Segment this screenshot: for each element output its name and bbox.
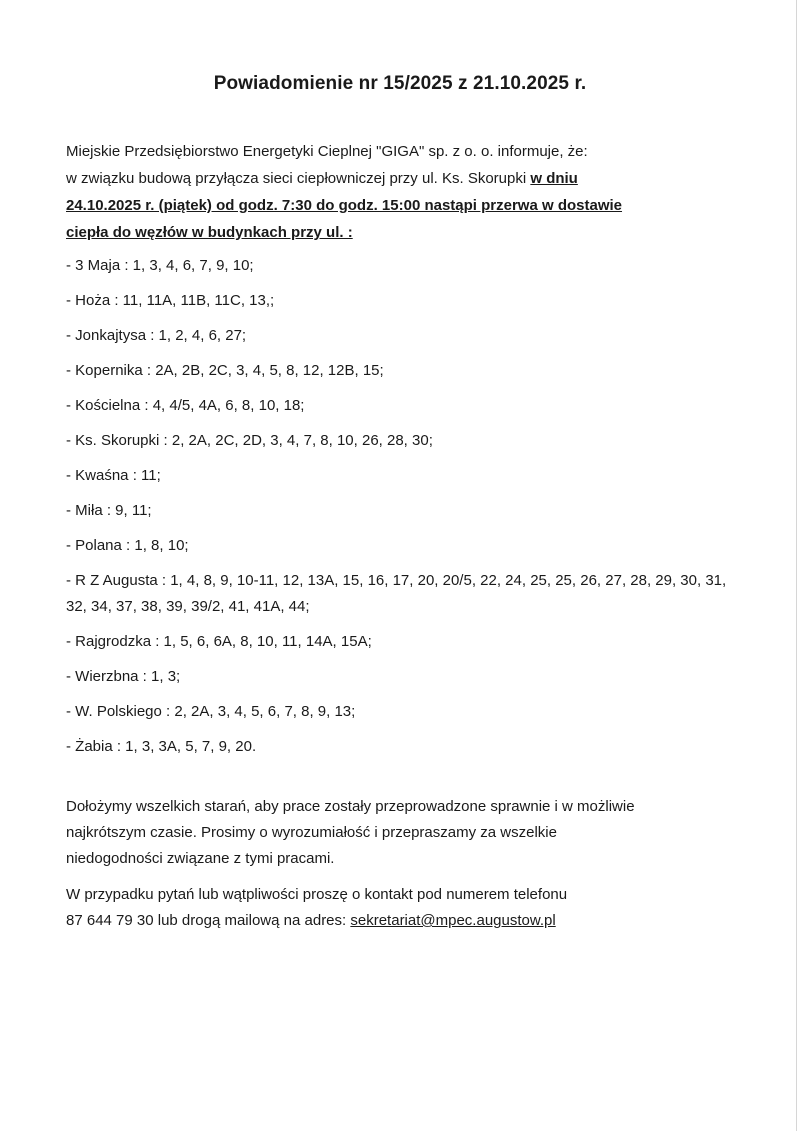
street-list (66, 253, 746, 760)
intro-paragraph (66, 138, 726, 246)
intro-line-4: ciepła do węzłów w budynkach przy ul. : (66, 224, 353, 241)
list-item: - Hoża : 11, 11A, 11B, 11C, 13,; (66, 292, 275, 309)
email-link[interactable]: sekretariat@mpec.augustow.pl (350, 912, 556, 929)
closing-paragraph-1 (66, 794, 736, 872)
list-item: - Miła : 9, 11; (66, 502, 152, 519)
intro-line-2-text: w związku budową przyłącza sieci ciepłowniczej przy ul. Ks. Skorupki (66, 170, 531, 187)
closing-p1-line-3: niedogodności związane z tymi pracami. (66, 850, 335, 867)
closing-p1-line-1: Dołożymy wszelkich starań, aby prace zostały przeprowadzone sprawnie i w możliwie (66, 798, 635, 815)
list-item: - Kościelna : 4, 4/5, 4A, 6, 8, 10, 18; (66, 397, 305, 414)
intro-date-start: w dniu (530, 170, 578, 187)
list-item: - Wierzbna : 1, 3; (66, 668, 181, 685)
list-item: - Kwaśna : 11; (66, 467, 161, 484)
notice-title: Powiadomienie nr 15/2025 z 21.10.2025 r. (213, 73, 587, 94)
list-item: - Polana : 1, 8, 10; (66, 537, 189, 554)
list-item: - Jonkajtysa : 1, 2, 4, 6, 27; (66, 327, 247, 344)
closing-p2-line-2: 87 644 79 30 lub drogą mailową na adres: (66, 912, 351, 929)
closing-p1-line-2: najkrótszym czasie. Prosimy o wyrozumiałość i przepraszamy za wszelkie (66, 824, 557, 841)
page-edge (796, 0, 797, 1131)
closing-p2-line-1: W przypadku pytań lub wątpliwości proszę o kontakt pod numerem telefonu (66, 886, 568, 903)
list-item: - Kopernika : 2A, 2B, 2C, 3, 4, 5, 8, 12, 12B, 15; (66, 362, 384, 379)
list-item: - W. Polskiego : 2, 2A, 3, 4, 5, 6, 7, 8, 9, 13; (66, 703, 356, 720)
intro-line-1: Miejskie Przedsiębiorstwo Energetyki Cieplnej "GIGA" sp. z o. o. informuje, że: (66, 143, 588, 160)
intro-line-3: 24.10.2025 r. (piątek) od godz. 7:30 do godz. 15:00 nastąpi przerwa w dostawie (66, 197, 623, 214)
list-item: - Rajgrodzka : 1, 5, 6, 6A, 8, 10, 11, 14A, 15A; (66, 633, 372, 650)
list-item: - 3 Maja : 1, 3, 4, 6, 7, 9, 10; (66, 257, 254, 274)
closing-paragraph-2 (66, 882, 736, 934)
list-item: - Żabia : 1, 3, 3A, 5, 7, 9, 20. (66, 738, 257, 755)
intro-line-2 (66, 165, 726, 192)
list-item: - Ks. Skorupki : 2, 2A, 2C, 2D, 3, 4, 7, 8, 10, 26, 28, 30; (66, 432, 433, 449)
list-item: - R Z Augusta : 1, 4, 8, 9, 10-11, 12, 13A, 15, 16, 17, 20, 20/5, 22, 24, 25, 25, 26, 27, 28, 29, 30, 31, 32, 34, 37, 38, 39, 39/2, 41, 41A, 44; (66, 572, 727, 615)
closing-section (66, 794, 736, 934)
